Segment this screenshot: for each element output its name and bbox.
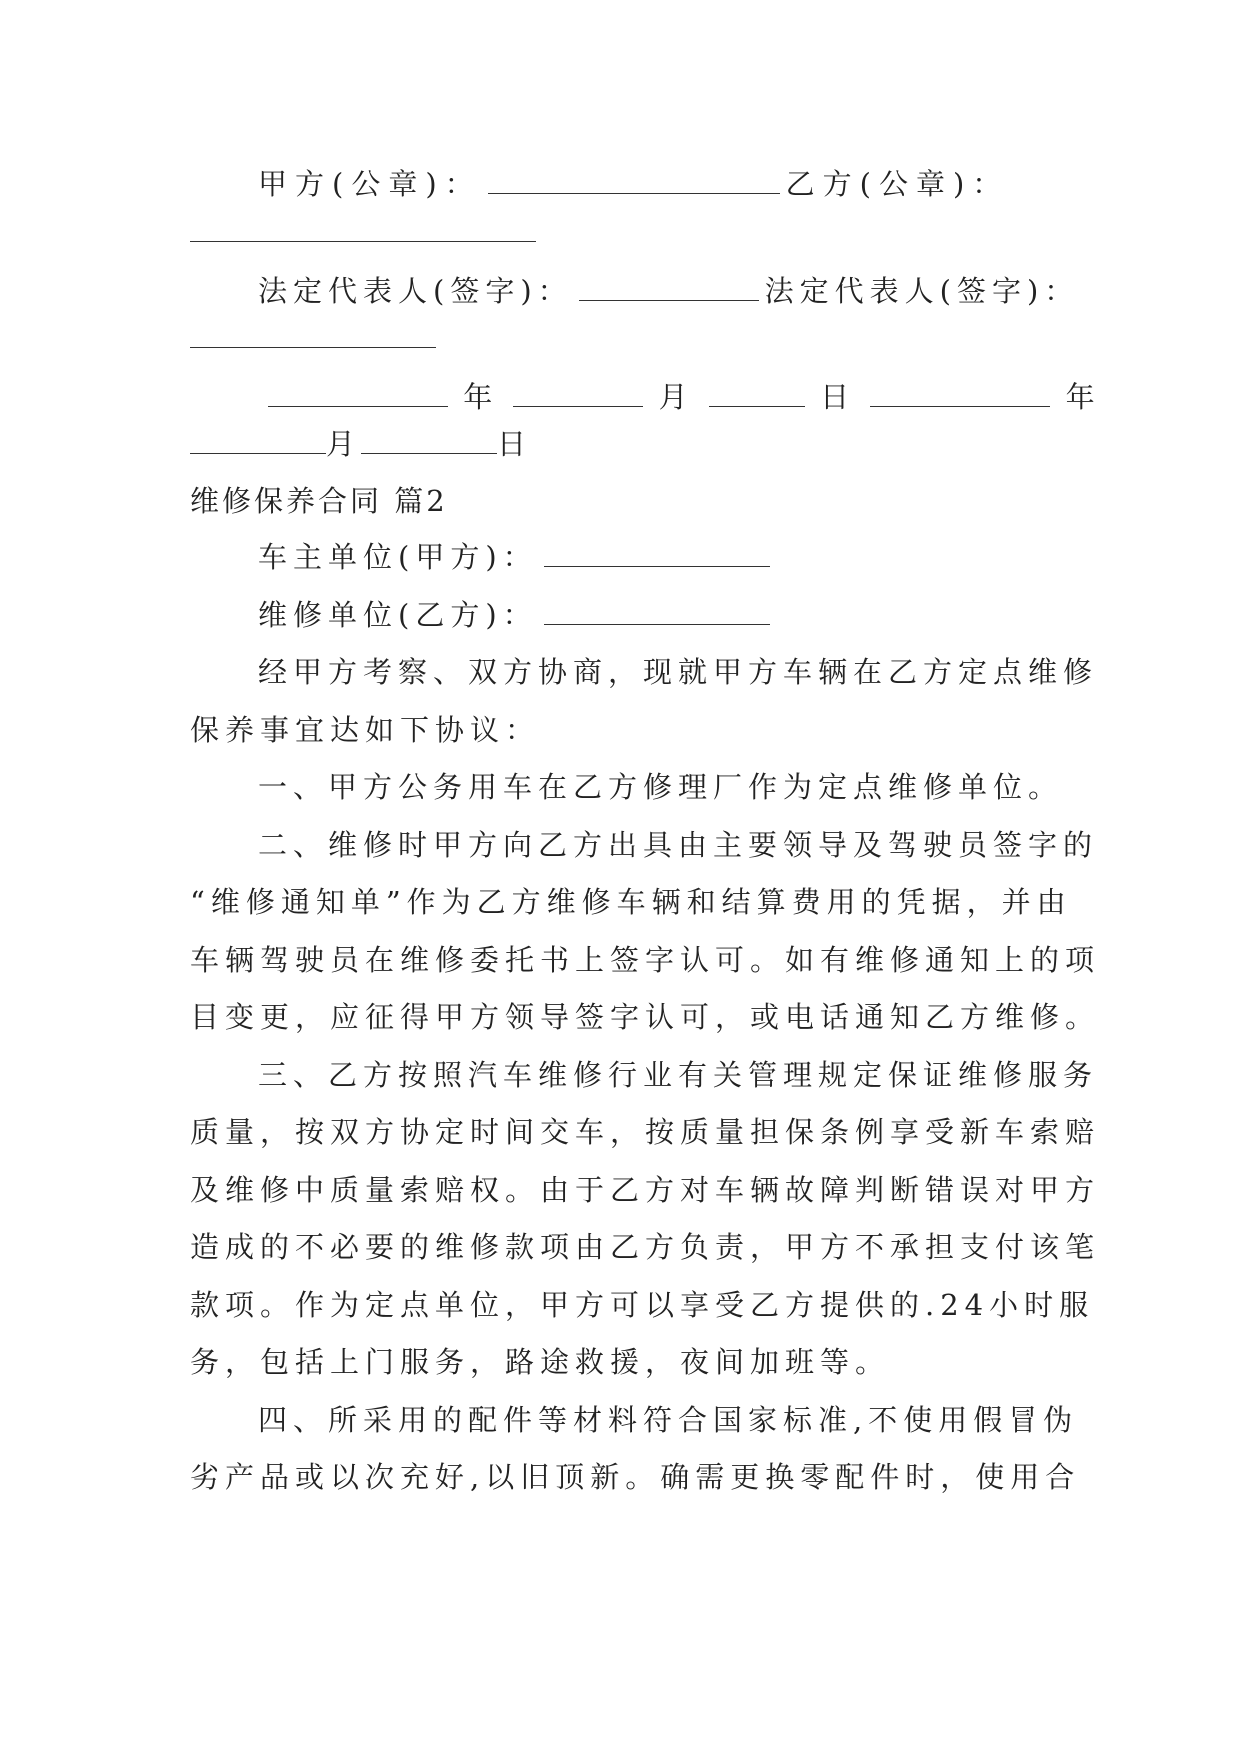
body-line: 二、维修时甲方向乙方出具由主要领导及驾驶员签字的 bbox=[258, 828, 1099, 862]
date-b-month: 月 bbox=[326, 427, 362, 461]
body-line: “维修通知单”作为乙方维修车辆和结算费用的凭据，并由 bbox=[190, 885, 1072, 919]
body-line: 及维修中质量索赔权。由于乙方对车辆故障判断错误对甲方 bbox=[190, 1173, 1101, 1207]
owner-label: 车主单位(甲方)： bbox=[258, 540, 538, 574]
date-a-month: 月 bbox=[658, 380, 694, 414]
legal-rep-b-label: 法定代表人(签字)： bbox=[764, 274, 1080, 308]
body-line: 劣产品或以次充好,以旧顶新。确需更换零配件时，使用合 bbox=[190, 1460, 1081, 1494]
date-b-day: 日 bbox=[497, 427, 533, 461]
date-b-year-blank bbox=[870, 380, 1050, 407]
body-line: 造成的不必要的维修款项由乙方负责，甲方不承担支付该笔 bbox=[190, 1230, 1101, 1264]
owner-line bbox=[190, 537, 1138, 577]
date-a-year-blank bbox=[268, 380, 448, 407]
party-b-seal-blank bbox=[190, 215, 536, 242]
section-heading: 维修保养合同 篇2 bbox=[190, 484, 448, 518]
body-line: 车辆驾驶员在维修委托书上签字认可。如有维修通知上的项 bbox=[190, 943, 1101, 977]
body-line: 质量，按双方协定时间交车，按质量担保条例享受新车索赔 bbox=[190, 1115, 1101, 1149]
legal-rep-b-blank bbox=[190, 321, 436, 348]
body-line: 一、甲方公务用车在乙方修理厂作为定点维修单位。 bbox=[258, 770, 1064, 804]
owner-blank bbox=[544, 540, 770, 567]
date-line-cont bbox=[190, 424, 1070, 464]
party-a-seal-blank bbox=[488, 167, 780, 194]
repair-line bbox=[190, 595, 1138, 635]
date-line bbox=[190, 377, 1148, 417]
repair-label: 维修单位(乙方)： bbox=[258, 598, 538, 632]
date-b-year: 年 bbox=[1065, 380, 1101, 414]
legal-rep-a-blank bbox=[579, 274, 759, 301]
party-a-seal-label: 甲方(公章)： bbox=[258, 167, 482, 201]
date-b-day-blank bbox=[361, 427, 497, 454]
legal-rep-a-label: 法定代表人(签字)： bbox=[258, 274, 573, 308]
body-line: 目变更，应征得甲方领导签字认可，或电话通知乙方维修。 bbox=[190, 1000, 1101, 1034]
seal-line-cont bbox=[190, 212, 1070, 252]
date-b-month-blank bbox=[190, 427, 326, 454]
date-a-month-blank bbox=[513, 380, 643, 407]
body-line: 四、所采用的配件等材料符合国家标准,不使用假冒伪 bbox=[258, 1403, 1079, 1437]
body-line: 务，包括上门服务，路途救援，夜间加班等。 bbox=[190, 1345, 891, 1379]
party-b-seal-label: 乙方(公章)： bbox=[785, 167, 1010, 201]
body-line: 经甲方考察、双方协商，现就甲方车辆在乙方定点维修 bbox=[258, 655, 1099, 689]
body-line: 三、乙方按照汽车维修行业有关管理规定保证维修服务 bbox=[258, 1058, 1099, 1092]
legal-rep-line bbox=[190, 271, 1138, 311]
legal-rep-line-cont bbox=[190, 318, 1070, 358]
repair-blank bbox=[544, 598, 770, 625]
date-a-day-blank bbox=[709, 380, 805, 407]
seal-line bbox=[190, 164, 1138, 204]
body-line: 保养事宜达如下协议： bbox=[190, 713, 541, 747]
date-a-year: 年 bbox=[463, 380, 499, 414]
date-a-day: 日 bbox=[820, 380, 856, 414]
body-line: 款项。作为定点单位，甲方可以享受乙方提供的.24小时服 bbox=[190, 1288, 1095, 1322]
